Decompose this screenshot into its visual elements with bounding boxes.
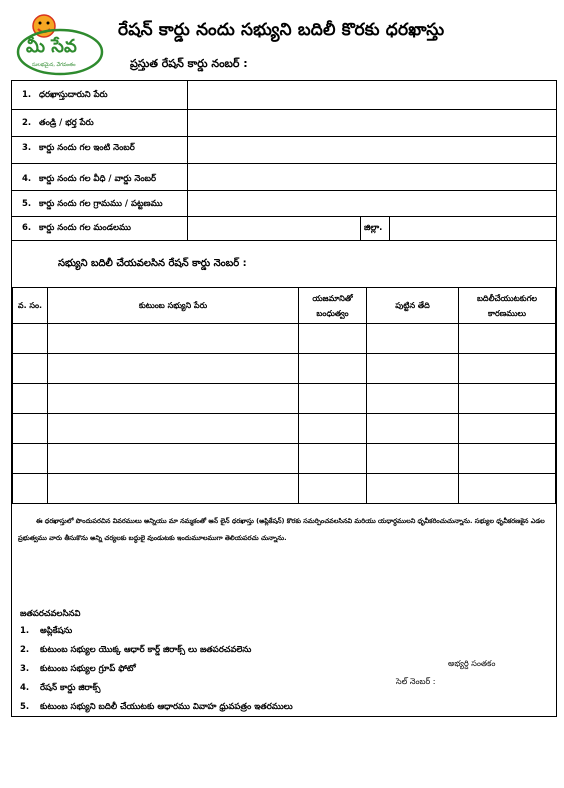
field-row-father-husband-name bbox=[12, 110, 556, 137]
list-item-number: 2. bbox=[20, 645, 30, 655]
table-cell[interactable] bbox=[367, 414, 459, 444]
table-cell[interactable] bbox=[48, 354, 299, 384]
table-cell[interactable] bbox=[13, 354, 48, 384]
column-header-member-name: కుటుంబ సభ్యుని పేరు bbox=[48, 288, 299, 324]
family-members-table bbox=[12, 287, 556, 504]
logo-tagline: సులభమైన, వేగవంతం bbox=[32, 62, 76, 68]
table-cell[interactable] bbox=[367, 474, 459, 504]
table-cell[interactable] bbox=[299, 444, 367, 474]
column-divider bbox=[187, 217, 188, 240]
table-cell[interactable] bbox=[299, 354, 367, 384]
table-cell[interactable] bbox=[48, 324, 299, 354]
application-form bbox=[11, 80, 557, 717]
column-divider bbox=[187, 137, 188, 163]
field-number: 3. bbox=[22, 143, 32, 153]
table-row bbox=[13, 324, 556, 354]
mee-seva-logo bbox=[16, 10, 104, 76]
table-cell[interactable] bbox=[13, 444, 48, 474]
table-cell[interactable] bbox=[13, 324, 48, 354]
table-cell[interactable] bbox=[13, 384, 48, 414]
cell-number-label: సెల్ నెంబర్ : bbox=[396, 677, 436, 686]
table-row bbox=[13, 444, 556, 474]
column-header-relation: యజమానితో బంధుత్వం bbox=[299, 288, 367, 324]
list-item bbox=[20, 702, 293, 721]
field-row-village-town bbox=[12, 191, 556, 217]
form-title: రేషన్ కార్డు నందు సభ్యుని బదిలీ కొరకు ధరఖాస్తు bbox=[118, 20, 445, 40]
column-divider bbox=[389, 217, 390, 240]
list-item-number: 5. bbox=[20, 702, 30, 712]
attachments-title: జతపరచవలసినవి bbox=[20, 609, 81, 619]
list-item-label: అప్లికేషను bbox=[40, 626, 73, 636]
list-item-number: 3. bbox=[20, 664, 30, 674]
column-divider bbox=[187, 110, 188, 136]
table-cell[interactable] bbox=[367, 354, 459, 384]
logo-text: మీ సేవ bbox=[26, 36, 77, 57]
list-item-number: 4. bbox=[20, 683, 30, 693]
declaration-text: ఈ ధరఖాస్తులో పొందుపరచిన వివరములు అన్నియు మా నమ్మకంతో ఆన్ లైన్ ధరఖాస్తు (అప్లికేషన్) కొరకు సమర్పించవలసినవి మరియు యధార్ధములని ధృవీకరించుచున్నాను. సభ్యుల ధృవీకరణకైన ఎడల ప్రభుత్వము వారు తీసుకొను అన్ని చర్యలకు బద్ధులై వుండుటకు ఇందుమూలముగా తెలియపరచు చున్నాను. bbox=[18, 517, 545, 542]
table-cell[interactable] bbox=[459, 324, 556, 354]
column-divider bbox=[187, 191, 188, 216]
list-item-number: 1. bbox=[20, 626, 30, 636]
table-cell[interactable] bbox=[48, 444, 299, 474]
field-number: 2. bbox=[22, 118, 32, 128]
column-divider bbox=[187, 81, 188, 109]
column-header-transfer-reason: బదిలీచేయుటకుగల కారణములు bbox=[459, 288, 556, 324]
field-number: 1. bbox=[22, 90, 32, 100]
field-number: 5. bbox=[22, 199, 32, 209]
field-number: 4. bbox=[22, 174, 32, 184]
field-row-street-ward bbox=[12, 164, 556, 191]
current-card-number-label: ప్రస్తుత రేషన్ కార్డు నంబర్ : bbox=[130, 57, 248, 70]
table-cell[interactable] bbox=[459, 414, 556, 444]
column-header-serial: వ. సం. bbox=[13, 288, 48, 324]
field-label: కార్డు నందు గల మండలము bbox=[39, 223, 131, 233]
column-header-dob: పుట్టిన తేది bbox=[367, 288, 459, 324]
table-cell[interactable] bbox=[13, 474, 48, 504]
table-header-row bbox=[13, 288, 556, 324]
column-divider bbox=[360, 217, 361, 240]
list-item-label: కుటుంబ సభ్యుల గ్రూప్ ఫోటో bbox=[40, 664, 136, 674]
table-cell[interactable] bbox=[367, 324, 459, 354]
table-cell[interactable] bbox=[367, 444, 459, 474]
table-row bbox=[13, 414, 556, 444]
district-label: జిల్లా. bbox=[364, 223, 383, 233]
field-label: తండ్రి / భర్త పేరు bbox=[39, 118, 94, 128]
list-item-label: కుటుంబ సభ్యుల యొక్క ఆధార్ కార్డ్ జిరాక్స్ లు జతపరచవలెను bbox=[40, 645, 252, 655]
field-row-house-number bbox=[12, 137, 556, 164]
list-item bbox=[20, 645, 293, 664]
table-cell[interactable] bbox=[459, 354, 556, 384]
table-cell[interactable] bbox=[459, 444, 556, 474]
list-item-label: రేషన్ కార్డు జిరాక్స్ bbox=[40, 683, 101, 693]
table-cell[interactable] bbox=[459, 384, 556, 414]
table-row bbox=[13, 474, 556, 504]
table-row bbox=[13, 354, 556, 384]
list-item bbox=[20, 664, 293, 683]
field-number: 6. bbox=[22, 223, 32, 233]
table-row bbox=[13, 384, 556, 414]
table-cell[interactable] bbox=[459, 474, 556, 504]
field-label: కార్డు నందు గల ఇంటి నెంబర్ bbox=[39, 143, 135, 153]
field-row-applicant-name bbox=[12, 81, 556, 110]
table-cell[interactable] bbox=[367, 384, 459, 414]
list-item bbox=[20, 683, 293, 702]
field-label: ధరఖాస్తుదారుని పేరు bbox=[39, 90, 108, 100]
column-divider bbox=[187, 164, 188, 190]
table-cell[interactable] bbox=[48, 414, 299, 444]
table-cell[interactable] bbox=[299, 324, 367, 354]
table-cell[interactable] bbox=[299, 474, 367, 504]
transfer-card-number-heading: సభ్యుని బదిలీ చేయవలసిన రేషన్ కార్డు నెంబర్ : bbox=[58, 258, 247, 269]
list-item-label: కుటుంబ సభ్యుని బదిలీ చేయుటకు ఆధారము వివాహ ధ్రువపత్రం ఇతరములు bbox=[40, 702, 293, 712]
field-row-mandal bbox=[12, 217, 556, 241]
field-label: కార్డు నందు గల గ్రామము / పట్టణము bbox=[39, 199, 163, 209]
attachments-list bbox=[20, 626, 293, 721]
field-label: కార్డు నందు గల వీధి / వార్డు నెంబర్ bbox=[39, 174, 157, 184]
table-cell[interactable] bbox=[299, 384, 367, 414]
applicant-signature-label: అభ్యర్ది సంతకం bbox=[448, 659, 496, 668]
table-cell[interactable] bbox=[13, 414, 48, 444]
table-cell[interactable] bbox=[48, 474, 299, 504]
table-cell[interactable] bbox=[299, 414, 367, 444]
list-item bbox=[20, 626, 293, 645]
table-cell[interactable] bbox=[48, 384, 299, 414]
